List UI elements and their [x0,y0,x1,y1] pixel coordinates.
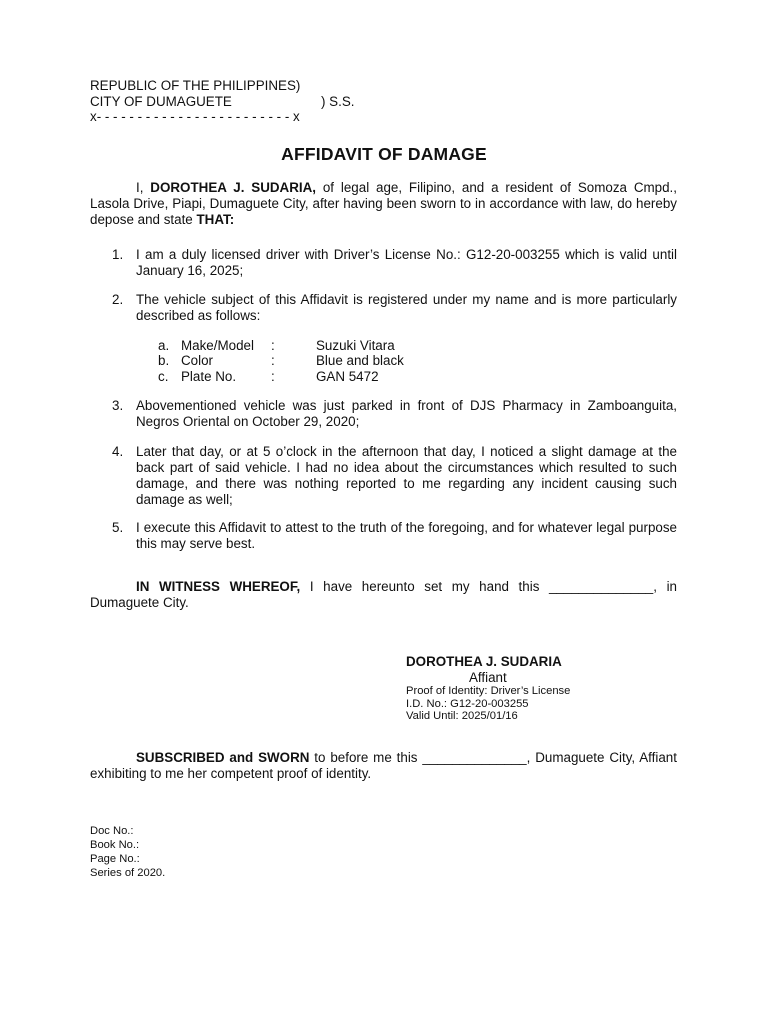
item-text: Later that day, or at 5 o’clock in the afternoon that day, I noticed a slight damage at the back part of said vehicle. I had no idea about the circumstances which resulted to such damage, and there was nothing reported to me regarding any incident causing such damage as well; [136,444,677,508]
vehicle-letter: a. [158,338,170,353]
header-separator: x- - - - - - - - - - - - - - - - - - - - - - - - x [90,109,300,124]
item-number: 1. [112,247,124,262]
intro-pre: I, [136,180,151,195]
vehicle-label: Make/Model [181,338,254,353]
intro-paragraph [90,180,677,228]
book-number: Book No.: [90,839,140,851]
item-number: 5. [112,520,124,535]
document-title: AFFIDAVIT OF DAMAGE [281,144,487,164]
vehicle-label: Plate No. [181,369,237,384]
valid-until: Valid Until: 2025/01/16 [406,710,518,722]
vehicle-label: Color [181,353,213,368]
vehicle-value: GAN 5472 [316,369,379,384]
vehicle-value: Blue and black [316,353,404,368]
vehicle-colon: : [271,338,275,353]
vehicle-value: Suzuki Vitara [316,338,395,353]
vehicle-colon: : [271,353,275,368]
jurat-subscribed: SUBSCRIBED and SWORN [136,750,310,765]
witness-clause [90,579,677,611]
affiant-signature-name: DOROTHEA J. SUDARIA [406,654,562,669]
affiant-name-intro: DOROTHEA J. SUDARIA, [150,180,317,195]
header-city: CITY OF DUMAGUETE [90,94,232,109]
vehicle-letter: c. [158,369,169,384]
item-number: 2. [112,292,124,307]
page-number: Page No.: [90,853,140,865]
witness-whereof: IN WITNESS WHEREOF, [136,579,301,594]
series-year: Series of 2020. [90,867,166,879]
item-text: Abovementioned vehicle was just parked in front of DJS Pharmacy in Zamboanguita, Negros Oriental on October 29, 2020; [136,398,677,430]
affiant-role: Affiant [469,670,507,685]
jurat-clause [90,750,677,782]
item-text: I am a duly licensed driver with Driver’s License No.: G12-20-003255 which is valid until January 16, 2025; [136,247,677,279]
header-republic: REPUBLIC OF THE PHILIPPINES) [90,78,301,93]
jurat-text: to before me this ______________, Dumaguete City, Affiant exhibiting to me her competent proof of identity. [90,750,677,782]
vehicle-letter: b. [158,353,170,368]
id-number: I.D. No.: G12-20-003255 [406,698,529,710]
item-number: 3. [112,398,124,413]
intro-body: of legal age, Filipino, and a resident of Somoza Cmpd., Lasola Drive, Piapi, Dumaguete City, after having been sworn to in accordance with law, do hereby depose and state [90,180,677,228]
item-text: I execute this Affidavit to attest to the truth of the foregoing, and for whatever legal purpose this may serve best. [136,520,677,552]
vehicle-colon: : [271,369,275,384]
intro-that: THAT: [196,212,235,228]
item-number: 4. [112,444,124,459]
doc-number: Doc No.: [90,825,134,837]
item-text: The vehicle subject of this Affidavit is registered under my name and is more particularly described as follows: [136,292,677,324]
witness-text: I have hereunto set my hand this ______________, in Dumaguete City. [90,579,677,611]
header-ss: ) S.S. [321,94,355,109]
proof-of-identity: Proof of Identity: Driver’s License [406,685,571,697]
